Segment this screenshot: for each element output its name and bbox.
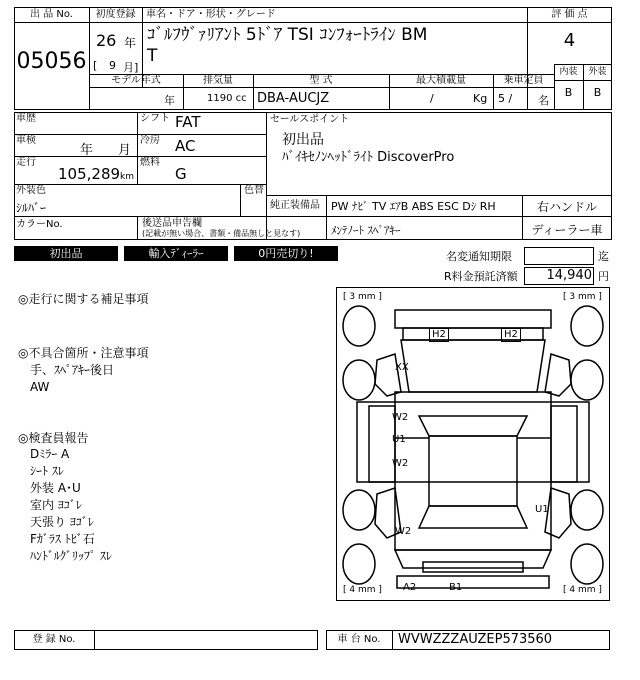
capacity-unit: 名 [538, 94, 549, 107]
ac: AC [175, 137, 196, 155]
tire-depth-rr: [ 4 mm ] [563, 585, 602, 595]
inspector-line: ｼｰﾄ ｽﾚ [30, 464, 64, 478]
score: 4 [563, 30, 576, 51]
capacity: 5 / [498, 92, 513, 105]
reg-month-unit: 月] [123, 61, 139, 74]
mark-h2-left: H2 [429, 328, 449, 342]
mark-w2-c: W2 [395, 526, 412, 537]
mileage-unit: km [120, 172, 134, 182]
reg-year-unit: 年 [124, 36, 137, 50]
score-label: 評 価 点 [551, 9, 588, 20]
sales-line2: ﾊﾞｲｷｾﾉﾝﾍｯﾄﾞﾗｲﾄ DiscoverPro [282, 150, 455, 165]
inspector-line: 室内 ﾖｺﾞﾚ [30, 498, 82, 512]
steering-side: 右ハンドル [536, 200, 597, 214]
aftermarket-note: (記載が無い場合、書類・備品無しと見なす) [142, 229, 301, 238]
supplement-title: ◎走行に関する補足事項 [18, 292, 149, 306]
mileage-label: 走行 [16, 157, 36, 168]
mark-h2-right: H2 [501, 328, 521, 342]
reg-year: 26 [96, 31, 117, 50]
interior-label: 内装 [559, 67, 578, 77]
equipment-label: 純正装備品 [270, 200, 320, 211]
reg-month: 9 [109, 59, 116, 72]
inspector-line: 天張り ﾖｺﾞﾚ [30, 515, 94, 529]
inspection-year-unit: 年 [80, 143, 94, 158]
type-value: DBA-AUCJZ [257, 91, 330, 106]
dealer-car: ディーラー車 [531, 223, 603, 237]
type-label: 型 式 [309, 75, 333, 86]
reg-label: 初度登録 [95, 9, 136, 20]
inspector-line: 外装 A･U [30, 481, 81, 495]
tire-depth-fr: [ 3 mm ] [563, 292, 602, 302]
exterior-grade: B [593, 86, 602, 99]
inspector-line: Dﾐﾗｰ A [30, 447, 70, 461]
fuel: G [175, 165, 187, 183]
car-name-line1: ｺﾞﾙﾌｳﾞｧﾘｱﾝﾄ 5ﾄﾞｱ TSI ｺﾝﾌｫｰﾄﾗｲﾝ BM [147, 25, 428, 45]
equipment: PW ﾅﾋﾞ TV ｴｱB ABS ESC Dｼ RH [331, 200, 496, 213]
chassis-no: WVWZZZAUZEP573560 [398, 632, 553, 647]
mark-a2: A2 [403, 582, 417, 593]
interior-grade: B [564, 86, 573, 99]
badge-first-listing: 初出品 [14, 246, 118, 261]
ac-label: 冷房 [140, 135, 160, 146]
defect-line: 手、ｽﾍﾟｱｷｰ後日 [30, 363, 115, 377]
lot-no-label: 出 品 No. [30, 9, 73, 20]
color-no-label: カラーNo. [16, 219, 63, 230]
lot-no: 05056 [16, 49, 87, 74]
transfer-deadline-label: 名変通知期限 [446, 250, 512, 263]
aftermarket-label: 後送品申告欄 [142, 218, 202, 229]
capacity-label: 乗車定員 [503, 75, 544, 86]
badge-zero-yen: 0円売切り! [234, 246, 338, 261]
mark-u1-a: U1 [392, 434, 406, 445]
recolor-label: 色替 [244, 185, 264, 196]
car-name-label: 車名・ドア・形状・グレード [146, 9, 276, 20]
car-diagram [336, 287, 610, 601]
displacement-label: 排気量 [203, 75, 233, 86]
mark-xx: XX [395, 362, 409, 373]
exterior-label: 外装 [588, 67, 607, 77]
inspection-label: 車検 [16, 135, 36, 146]
defect-line: AW [30, 380, 50, 394]
defect-title: ◎不具合箇所・注意事項 [18, 346, 149, 360]
recycle-amount: 14,940 [546, 268, 592, 283]
inspector-title: ◎検査員報告 [18, 431, 89, 445]
reg-month-open: [ [93, 59, 98, 72]
load-slash: / [430, 92, 434, 105]
fuel-label: 燃料 [140, 157, 160, 168]
car-diagram-drawing [337, 288, 609, 600]
recycle-label: R料金預託済額 [444, 270, 518, 283]
transfer-deadline-suffix: 迄 [598, 250, 609, 263]
ext-color-label: 外装色 [16, 185, 46, 196]
ext-color: ｼﾙﾊﾞｰ [16, 201, 47, 215]
history-label: 車歴 [16, 113, 36, 124]
mark-u1-b: U1 [535, 504, 549, 515]
car-name-line2: T [147, 46, 158, 66]
chassis-label: 車 台 No. [337, 634, 381, 645]
badge-import-dealer: 輸入ﾃﾞｨｰﾗｰ [124, 246, 228, 261]
inspector-line: Fｶﾞﾗｽ ﾄﾋﾞ石 [30, 532, 95, 546]
recycle-unit: 円 [598, 270, 609, 283]
inspector-line: ﾊﾝﾄﾞﾙｸﾞﾘｯﾌﾟ ｽﾚ [30, 549, 112, 563]
shift-label: シフト [140, 113, 170, 124]
mark-w2-b: W2 [392, 458, 409, 469]
mark-w2-a: W2 [392, 412, 409, 423]
load-label: 最大積載量 [416, 75, 466, 86]
displacement: 1190 cc [207, 93, 247, 104]
model-year-unit: 年 [164, 94, 175, 107]
load-unit: Kg [473, 92, 488, 105]
tire-depth-rl: [ 4 mm ] [343, 585, 382, 595]
equipment-2: ﾒﾝﾃﾉｰﾄ ｽﾍﾟｱｷｰ [331, 224, 401, 237]
shift: FAT [175, 113, 201, 131]
sales-line1: 初出品 [282, 132, 324, 148]
mileage: 105,289 [58, 165, 121, 183]
mark-b1: B1 [449, 582, 463, 593]
reg-no-label: 登 録 No. [32, 634, 76, 645]
sales-point-label: セールスポイント [270, 114, 350, 125]
tire-depth-fl: [ 3 mm ] [343, 292, 382, 302]
inspection-month-unit: 月 [118, 143, 132, 158]
transfer-deadline-box [524, 247, 594, 265]
model-year-label: モデル年式 [111, 75, 161, 86]
